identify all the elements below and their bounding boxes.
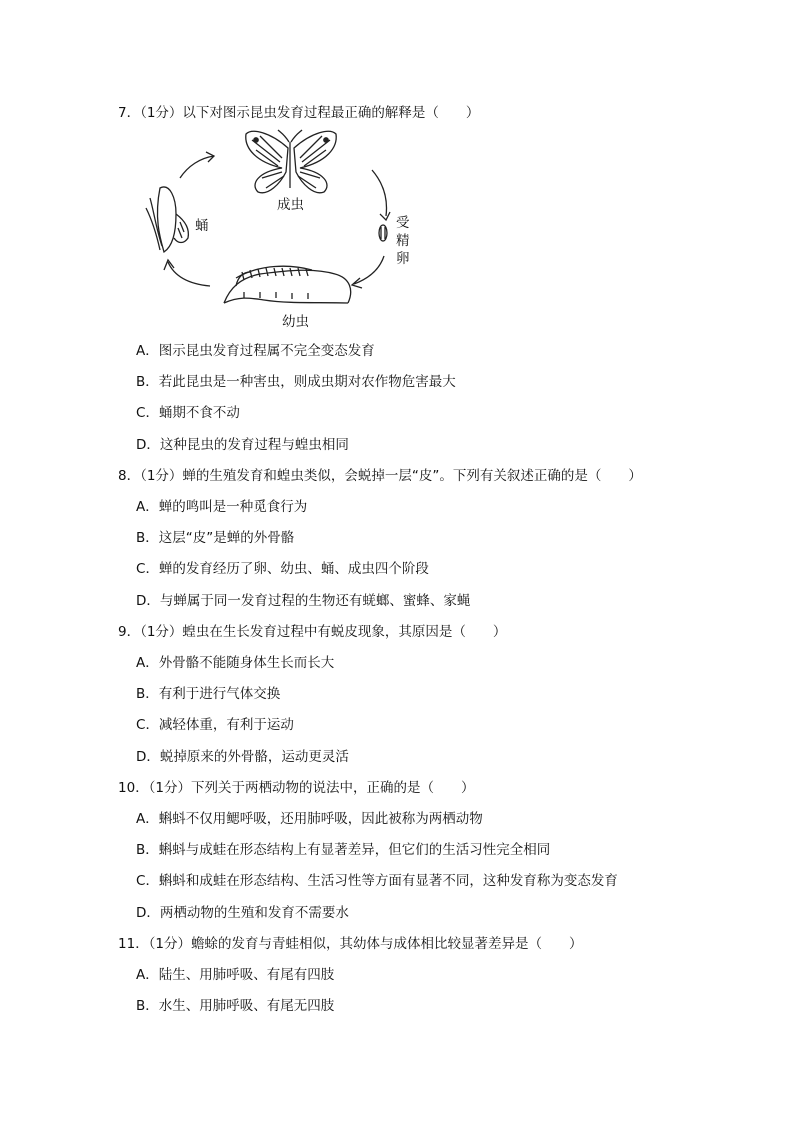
option-letter: B bbox=[136, 530, 146, 546]
option-letter: B bbox=[136, 998, 146, 1014]
question-9-option-d bbox=[136, 748, 349, 766]
question-number: 8 bbox=[118, 468, 127, 484]
question-10-option-c bbox=[136, 872, 618, 890]
question-9-stem bbox=[118, 623, 506, 641]
option-text: ．蛹期不食不动 bbox=[145, 405, 240, 421]
option-text: ．图示昆虫发育过程属不完全变态发育 bbox=[145, 343, 375, 359]
question-text: ．（1分）蝗虫在生长发育过程中有蜕皮现象，其原因是（ ） bbox=[126, 624, 507, 640]
question-10-stem bbox=[118, 779, 475, 797]
option-text: ．与蝉属于同一发育过程的生物还有蜣螂、蜜蜂、家蝇 bbox=[146, 593, 471, 609]
option-text: ．若此昆虫是一种害虫，则成虫期对农作物危害最大 bbox=[145, 374, 456, 390]
question-9-option-a bbox=[136, 654, 334, 672]
option-letter: B bbox=[136, 374, 146, 390]
option-letter: A bbox=[136, 811, 146, 827]
question-11-option-a bbox=[136, 966, 334, 984]
option-text: ．两栖动物的生殖和发育不需要水 bbox=[146, 905, 349, 921]
question-7-option-b bbox=[136, 373, 456, 391]
egg-label: 受精卵 bbox=[396, 215, 410, 267]
question-11-stem bbox=[118, 935, 583, 953]
question-10-option-d bbox=[136, 904, 349, 922]
option-text: ．蝌蚪和成蛙在形态结构、生活习性等方面有显著不同，这种发育称为变态发育 bbox=[145, 873, 618, 889]
option-text: ．减轻体重，有利于运动 bbox=[145, 717, 294, 733]
option-text: ．蝉的发育经历了卵、幼虫、蛹、成虫四个阶段 bbox=[145, 561, 429, 577]
option-text: ．蝌蚪与成蛙在形态结构上有显著差异，但它们的生活习性完全相同 bbox=[145, 842, 551, 858]
question-10-option-b bbox=[136, 841, 550, 859]
option-letter: D bbox=[136, 593, 147, 609]
option-letter: D bbox=[136, 905, 147, 921]
option-letter: C bbox=[136, 405, 146, 421]
option-text: ．外骨骼不能随身体生长而长大 bbox=[145, 655, 335, 671]
option-text: ．陆生、用肺呼吸、有尾有四肢 bbox=[145, 967, 335, 983]
option-text: ．有利于进行气体交换 bbox=[145, 686, 281, 702]
option-letter: A bbox=[136, 967, 146, 983]
pupa-label: 蛹 bbox=[195, 218, 209, 234]
option-text: ．水生、用肺呼吸、有尾无四肢 bbox=[145, 998, 335, 1014]
option-letter: B bbox=[136, 842, 146, 858]
pupa-icon bbox=[146, 187, 188, 252]
question-8-option-d bbox=[136, 592, 470, 610]
question-8-option-a bbox=[136, 498, 307, 516]
question-number: 11 bbox=[118, 936, 136, 952]
option-text: ．这层“皮”是蝉的外骨骼 bbox=[145, 530, 295, 546]
option-text: ．蝌蚪不仅用鳃呼吸，还用肺呼吸，因此被称为两栖动物 bbox=[145, 811, 483, 827]
question-8-stem bbox=[118, 467, 642, 485]
adult-label: 成虫 bbox=[277, 197, 304, 213]
question-number: 7 bbox=[118, 105, 127, 121]
option-letter: C bbox=[136, 717, 146, 733]
option-letter: C bbox=[136, 561, 146, 577]
question-8-option-b bbox=[136, 529, 294, 547]
butterfly-icon bbox=[246, 130, 336, 193]
question-number: 10 bbox=[118, 780, 136, 796]
question-8-option-c bbox=[136, 560, 429, 578]
insect-life-cycle-figure bbox=[140, 128, 430, 333]
egg-icon bbox=[379, 225, 387, 241]
question-7-stem bbox=[118, 104, 479, 122]
question-number: 9 bbox=[118, 624, 127, 640]
question-7-option-d bbox=[136, 436, 349, 454]
question-text: ．（1分）蝉的生殖发育和蝗虫类似，会蜕掉一层“皮”。下列有关叙述正确的是（ ） bbox=[126, 468, 642, 484]
option-letter: A bbox=[136, 655, 146, 671]
option-letter: D bbox=[136, 749, 147, 765]
question-9-option-b bbox=[136, 685, 280, 703]
question-11-option-b bbox=[136, 997, 334, 1015]
question-7-option-c bbox=[136, 404, 240, 422]
option-letter: A bbox=[136, 343, 146, 359]
question-10-option-a bbox=[136, 810, 483, 828]
question-text: ．（1分）下列关于两栖动物的说法中，正确的是（ ） bbox=[135, 780, 475, 796]
option-letter: B bbox=[136, 686, 146, 702]
question-7-option-a bbox=[136, 342, 375, 360]
option-letter: C bbox=[136, 873, 146, 889]
option-text: ．蝉的鸣叫是一种觅食行为 bbox=[145, 499, 308, 515]
question-text: ．（1分）蟾蜍的发育与青蛙相似，其幼体与成体相比较显著差异是（ ） bbox=[135, 936, 583, 952]
option-letter: A bbox=[136, 499, 146, 515]
larva-icon bbox=[224, 266, 351, 303]
question-9-option-c bbox=[136, 716, 294, 734]
option-text: ．蜕掉原来的外骨骼，运动更灵活 bbox=[146, 749, 349, 765]
question-text: ．（1分）以下对图示昆虫发育过程最正确的解释是（ ） bbox=[126, 105, 480, 121]
option-text: ．这种昆虫的发育过程与蝗虫相同 bbox=[146, 437, 349, 453]
option-letter: D bbox=[136, 437, 147, 453]
larva-label: 幼虫 bbox=[282, 314, 309, 330]
